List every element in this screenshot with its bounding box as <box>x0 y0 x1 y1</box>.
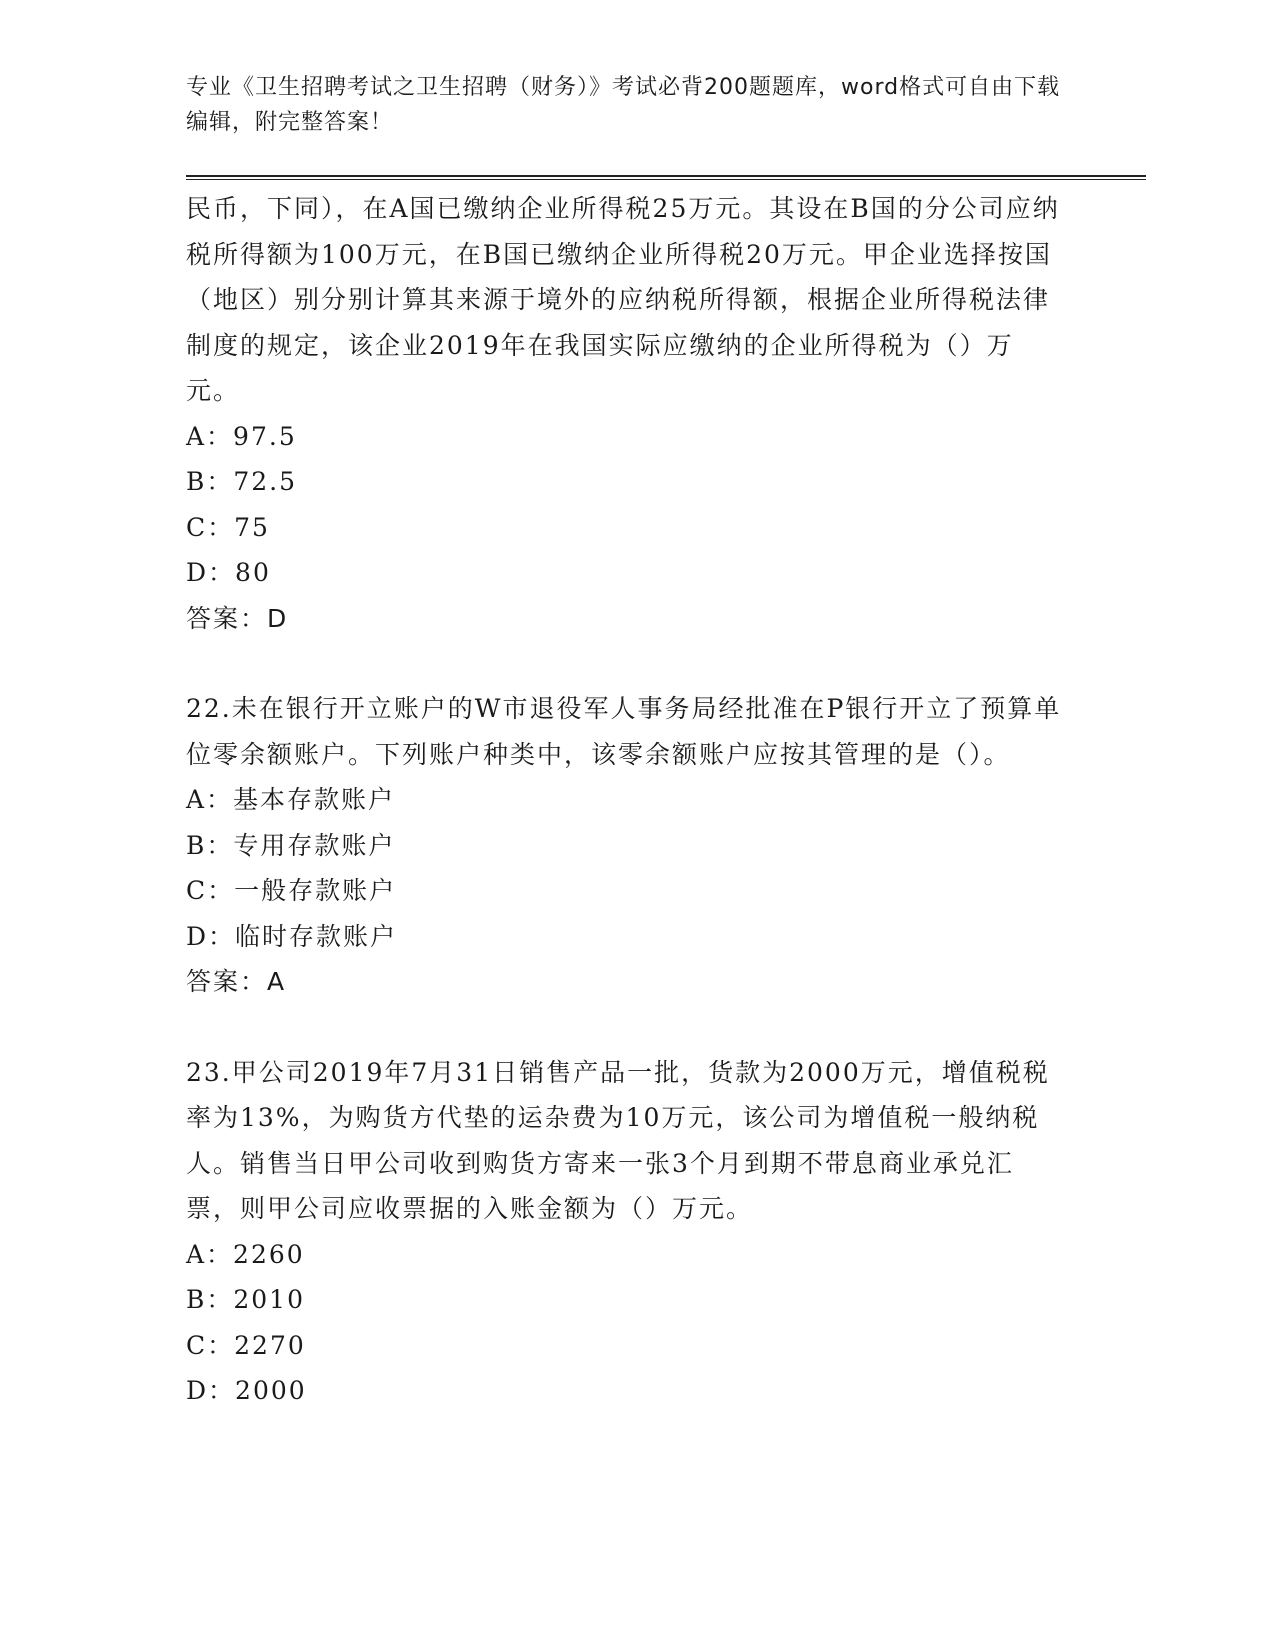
question-22 <box>186 686 1066 1005</box>
spacer <box>186 641 1066 686</box>
option-c: C：2270 <box>186 1330 306 1360</box>
answer-line: 答案：A <box>186 967 287 996</box>
question-stem: 22.未在银行开立账户的W市退役军人事务局经批准在P银行开立了预算单位零余额账户。下列账户种类中，该零余额账户应按其管理的是（）。 <box>186 694 1062 769</box>
option-d: D：2000 <box>186 1376 307 1405</box>
question-stem: 民币，下同），在A国已缴纳企业所得税25万元。其设在B国的分公司应纳税所得额为100万元，在B国已缴纳企业所得税20万元。甲企业选择按国（地区）别分别计算其来源于境外的应纳税所得额，根据企业所得税法律制度的规定，该企业2019年在我国实际应缴纳的企业所得税为（）万元。 <box>186 194 1060 405</box>
option-b: B：专用存款账户 <box>186 830 396 860</box>
page-header: 专业《卫生招聘考试之卫生招聘（财务）》考试必背200题题库，word格式可自由下载编辑，附完整答案！ <box>186 75 1061 135</box>
option-a: A：基本存款账户 <box>186 785 396 814</box>
option-c: C：一般存款账户 <box>186 876 397 905</box>
option-d: D：80 <box>186 558 271 587</box>
option-d: D：临时存款账户 <box>186 921 398 951</box>
option-c: C：75 <box>186 512 270 542</box>
question-21 <box>186 186 1066 641</box>
answer-line: 答案：D <box>186 603 289 633</box>
option-b: B：72.5 <box>186 467 298 496</box>
option-a: A：97.5 <box>186 421 297 451</box>
question-stem: 23.甲公司2019年7月31日销售产品一批，货款为2000万元，增值税税率为13%，为购货方代垫的运杂费为10万元，该公司为增值税一般纳税人。销售当日甲公司收到购货方寄来一张3个月到期不带息商业承兑汇票，则甲公司应收票据的入账金额为（）万元。 <box>186 1057 1050 1223</box>
option-a: A：2260 <box>186 1239 305 1269</box>
question-23 <box>186 1050 1066 1414</box>
option-b: B：2010 <box>186 1285 305 1314</box>
spacer <box>186 1005 1066 1050</box>
header-divider <box>186 175 1146 180</box>
document-body <box>186 186 1066 1414</box>
